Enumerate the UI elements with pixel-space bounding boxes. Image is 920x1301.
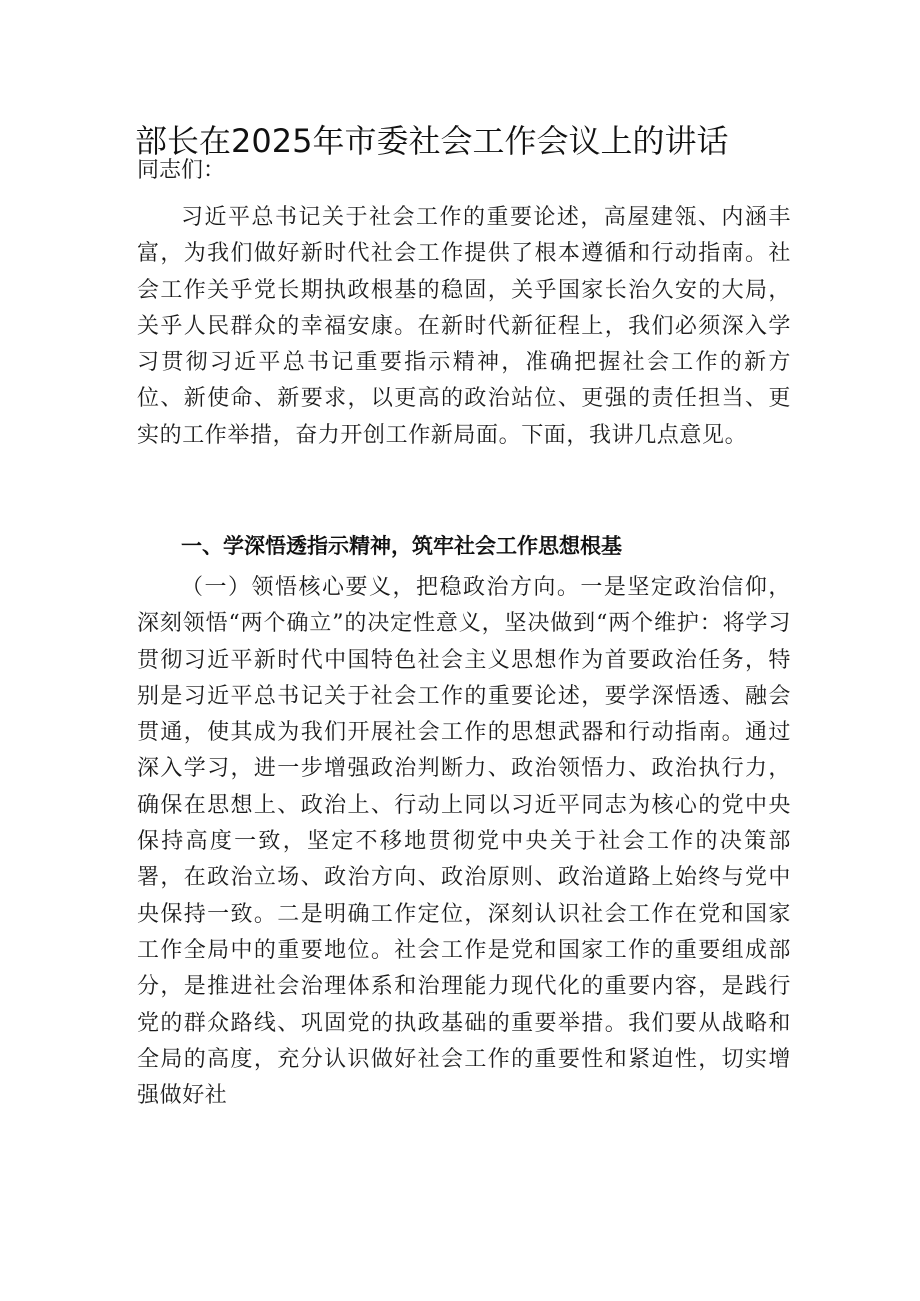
salutation: 同志们： <box>137 158 226 183</box>
subsection-paragraph: （一）领悟核心要义，把稳政治方向。一是坚定政治信仰，深刻领悟“两个确立”的决定性意义，坚决做到“两个维护：将学习贯彻习近平新时代中国特色社会主义思想作为首要政治任务，特别是习近平总书记关于社会工作的重要论述，要学深悟透、融会贯通，使其成为我们开展社会工作的思想武器和行动指南。通过深入学习，进一步增强政治判断力、政治领悟力、政治执行力，确保在思想上、政治上、行动上同以习近平同志为核心的党中央保持高度一致，坚定不移地贯彻党中央关于社会工作的决策部署，在政治立场、政治方向、政治原则、政治道路上始终与党中央保持一致。二是明确工作定位，深刻认识社会工作在党和国家工作全局中的重要地位。社会工作是党和国家工作的重要组成部分，是推进社会治理体系和治理能力现代化的重要内容，是践行党的群众路线、巩固党的执政基础的重要举措。我们要从战略和全局的高度，充分认识做好社会工作的重要性和紧迫性，切实增强做好社 <box>137 575 791 1109</box>
intro-paragraph: 习近平总书记关于社会工作的重要论述，高屋建瓴、内涵丰富，为我们做好新时代社会工作提供了根本遵循和行动指南。社会工作关乎党长期执政根基的稳固，关乎国家长治久安的大局，关乎人民群众的幸福安康。在新时代新征程上，我们必须深入学习贯彻习近平总书记重要指示精神，准确把握社会工作的新方位、新使命、新要求，以更高的政治站位、更强的责任担当、更实的工作举措，奋力开创工作新局面。下面，我讲几点意见。 <box>137 205 791 448</box>
section-heading: 一、学深悟透指示精神，筑牢社会工作思想根基 <box>181 534 622 558</box>
document-title: 部长在2025年市委社会工作会议上的讲话 <box>135 122 729 160</box>
